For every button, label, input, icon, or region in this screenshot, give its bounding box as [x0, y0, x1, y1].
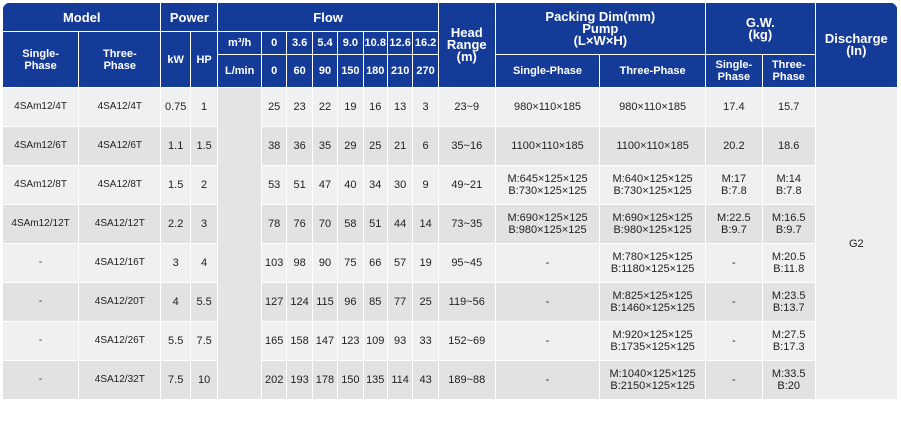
- gw-single: M:17 B:7.8: [705, 166, 762, 205]
- flow-lmin-6: 270: [413, 55, 439, 88]
- model-header: Model: [3, 3, 161, 32]
- spec-table-body: [3, 88, 898, 400]
- head-range: 23~9: [438, 88, 495, 127]
- gw-single: -: [705, 322, 762, 361]
- gw-three: M:27.5 B:17.3: [762, 322, 815, 361]
- flow-lmin-3: 150: [338, 55, 363, 88]
- head-value: 78: [262, 205, 287, 244]
- three-phase-model: 4SA12/26T: [79, 322, 161, 361]
- pack-dim-three: M:780×125×125 B:1180×125×125: [600, 244, 706, 283]
- gw-single-header: Single- Phase: [705, 55, 762, 88]
- head-value: 25: [413, 283, 439, 322]
- head-value: 123: [338, 322, 363, 361]
- flow-m3h-2: 5.4: [312, 32, 337, 55]
- head-value: 165: [262, 322, 287, 361]
- pack-dim-three: 1100×110×185: [600, 127, 706, 166]
- head-range: 119~56: [438, 283, 495, 322]
- head-value: 19: [413, 244, 439, 283]
- flow-m3h-1: 3.6: [287, 32, 312, 55]
- power-hp: 5.5: [190, 283, 217, 322]
- head-range: 95~45: [438, 244, 495, 283]
- gw-three: 18.6: [762, 127, 815, 166]
- head-value: 85: [363, 283, 387, 322]
- power-kw: 4: [161, 283, 190, 322]
- head-value: 35: [312, 127, 337, 166]
- head-value: 13: [387, 88, 412, 127]
- head-value: 29: [338, 127, 363, 166]
- flow-lmin-5: 210: [387, 55, 412, 88]
- head-value: 98: [287, 244, 312, 283]
- flow-m3h-3: 9.0: [338, 32, 363, 55]
- head-value: 193: [287, 361, 312, 400]
- discharge-header: Discharge (In): [815, 3, 897, 88]
- table-row: [3, 244, 898, 283]
- spec-table-container: [2, 2, 898, 423]
- flow-lmin-4: 180: [363, 55, 387, 88]
- power-hp: 7.5: [190, 322, 217, 361]
- gw-three: 15.7: [762, 88, 815, 127]
- head-value: 202: [262, 361, 287, 400]
- gw-single: -: [705, 244, 762, 283]
- head-value: 19: [338, 88, 363, 127]
- power-hp: 1.5: [190, 127, 217, 166]
- head-value: 34: [363, 166, 387, 205]
- head-value: 147: [312, 322, 337, 361]
- pack-dim-single: M:645×125×125 B:730×125×125: [495, 166, 600, 205]
- lmin-unit-header: L/min: [218, 55, 262, 88]
- head-value: 51: [363, 205, 387, 244]
- flow-lmin-2: 90: [312, 55, 337, 88]
- single-phase-model: -: [3, 244, 79, 283]
- head-value: 14: [413, 205, 439, 244]
- head-range-header: Head Range (m): [438, 3, 495, 88]
- head-value: 96: [338, 283, 363, 322]
- pack-three-header: Three-Phase: [600, 55, 706, 88]
- table-row: [3, 88, 898, 127]
- table-row: [3, 322, 898, 361]
- head-value: 6: [413, 127, 439, 166]
- head-value: 90: [312, 244, 337, 283]
- head-value: 77: [387, 283, 412, 322]
- pack-dim-three: M:1040×125×125 B:2150×125×125: [600, 361, 706, 400]
- pack-dim-three: M:640×125×125 B:730×125×125: [600, 166, 706, 205]
- packing-header: Packing Dim(mm) Pump (L×W×H): [495, 3, 705, 55]
- gw-three: M:33.5 B:20: [762, 361, 815, 400]
- pack-dim-single: -: [495, 244, 600, 283]
- head-value: 135: [363, 361, 387, 400]
- power-kw: 3: [161, 244, 190, 283]
- head-value: 30: [387, 166, 412, 205]
- head-value: 9: [413, 166, 439, 205]
- head-value: 150: [338, 361, 363, 400]
- table-row: [3, 127, 898, 166]
- head-value: 178: [312, 361, 337, 400]
- single-phase-model: 4SAm12/12T: [3, 205, 79, 244]
- power-hp: 3: [190, 205, 217, 244]
- table-row: [3, 166, 898, 205]
- three-phase-header: Three- Phase: [79, 32, 161, 88]
- three-phase-model: 4SA12/6T: [79, 127, 161, 166]
- head-value: 22: [312, 88, 337, 127]
- pack-dim-single: 1100×110×185: [495, 127, 600, 166]
- head-range: 49~21: [438, 166, 495, 205]
- single-phase-model: -: [3, 322, 79, 361]
- gw-three-header: Three- Phase: [762, 55, 815, 88]
- gw-single: M:22.5 B:9.7: [705, 205, 762, 244]
- pack-dim-three: M:690×125×125 B:980×125×125: [600, 205, 706, 244]
- pack-dim-single: -: [495, 361, 600, 400]
- gw-three: M:16.5 B:9.7: [762, 205, 815, 244]
- power-hp: 1: [190, 88, 217, 127]
- head-value: 23: [287, 88, 312, 127]
- head-value: 21: [387, 127, 412, 166]
- head-value: 115: [312, 283, 337, 322]
- three-phase-model: 4SA12/20T: [79, 283, 161, 322]
- head-value: 25: [363, 127, 387, 166]
- head-value: 3: [413, 88, 439, 127]
- three-phase-model: 4SA12/32T: [79, 361, 161, 400]
- pump-spec-table: [2, 2, 898, 400]
- three-phase-model: 4SA12/4T: [79, 88, 161, 127]
- single-phase-model: 4SAm12/8T: [3, 166, 79, 205]
- power-kw: 0.75: [161, 88, 190, 127]
- flow-unit-spacer: [218, 88, 262, 400]
- gw-three: M:14 B:7.8: [762, 166, 815, 205]
- gw-single: -: [705, 361, 762, 400]
- flow-m3h-5: 12.6: [387, 32, 412, 55]
- flow-m3h-0: 0: [262, 32, 287, 55]
- power-hp: 10: [190, 361, 217, 400]
- power-kw: 2.2: [161, 205, 190, 244]
- m3h-unit-header: m³/h: [218, 32, 262, 55]
- head-value: 66: [363, 244, 387, 283]
- head-value: 158: [287, 322, 312, 361]
- pack-dim-single: -: [495, 283, 600, 322]
- three-phase-model: 4SA12/12T: [79, 205, 161, 244]
- gw-three: M:23.5 B:13.7: [762, 283, 815, 322]
- flow-lmin-0: 0: [262, 55, 287, 88]
- head-value: 114: [387, 361, 412, 400]
- head-range: 35~16: [438, 127, 495, 166]
- head-range: 189~88: [438, 361, 495, 400]
- head-value: 93: [387, 322, 412, 361]
- power-hp: 4: [190, 244, 217, 283]
- head-value: 51: [287, 166, 312, 205]
- single-phase-model: 4SAm12/6T: [3, 127, 79, 166]
- power-header: Power: [161, 3, 218, 32]
- head-value: 44: [387, 205, 412, 244]
- head-value: 33: [413, 322, 439, 361]
- head-value: 38: [262, 127, 287, 166]
- pack-dim-three: 980×110×185: [600, 88, 706, 127]
- flow-header: Flow: [218, 3, 439, 32]
- head-range: 73~35: [438, 205, 495, 244]
- single-phase-model: 4SAm12/4T: [3, 88, 79, 127]
- flow-m3h-4: 10.8: [363, 32, 387, 55]
- head-value: 40: [338, 166, 363, 205]
- head-value: 25: [262, 88, 287, 127]
- power-kw: 1.1: [161, 127, 190, 166]
- table-row: [3, 205, 898, 244]
- flow-lmin-1: 60: [287, 55, 312, 88]
- head-value: 124: [287, 283, 312, 322]
- discharge-value: G2: [815, 88, 897, 400]
- pack-dim-single: M:690×125×125 B:980×125×125: [495, 205, 600, 244]
- pack-dim-three: M:920×125×125 B:1735×125×125: [600, 322, 706, 361]
- pack-dim-three: M:825×125×125 B:1460×125×125: [600, 283, 706, 322]
- head-value: 76: [287, 205, 312, 244]
- single-phase-header: Single- Phase: [3, 32, 79, 88]
- head-range: 152~69: [438, 322, 495, 361]
- gw-three: M:20.5 B:11.8: [762, 244, 815, 283]
- head-value: 58: [338, 205, 363, 244]
- single-phase-model: -: [3, 283, 79, 322]
- head-value: 57: [387, 244, 412, 283]
- gw-single: 17.4: [705, 88, 762, 127]
- table-row: [3, 361, 898, 400]
- head-value: 53: [262, 166, 287, 205]
- kw-header: kW: [161, 32, 190, 88]
- head-value: 36: [287, 127, 312, 166]
- gw-single: 20.2: [705, 127, 762, 166]
- head-value: 70: [312, 205, 337, 244]
- head-value: 109: [363, 322, 387, 361]
- head-value: 16: [363, 88, 387, 127]
- power-kw: 5.5: [161, 322, 190, 361]
- head-value: 127: [262, 283, 287, 322]
- three-phase-model: 4SA12/8T: [79, 166, 161, 205]
- power-hp: 2: [190, 166, 217, 205]
- gw-single: -: [705, 283, 762, 322]
- three-phase-model: 4SA12/16T: [79, 244, 161, 283]
- head-value: 47: [312, 166, 337, 205]
- pack-single-header: Single-Phase: [495, 55, 600, 88]
- power-kw: 1.5: [161, 166, 190, 205]
- head-value: 43: [413, 361, 439, 400]
- head-value: 103: [262, 244, 287, 283]
- pack-dim-single: 980×110×185: [495, 88, 600, 127]
- pack-dim-single: -: [495, 322, 600, 361]
- single-phase-model: -: [3, 361, 79, 400]
- head-value: 75: [338, 244, 363, 283]
- flow-m3h-6: 16.2: [413, 32, 439, 55]
- gw-header: G.W. (kg): [705, 3, 815, 55]
- power-kw: 7.5: [161, 361, 190, 400]
- table-row: [3, 283, 898, 322]
- hp-header: HP: [190, 32, 217, 88]
